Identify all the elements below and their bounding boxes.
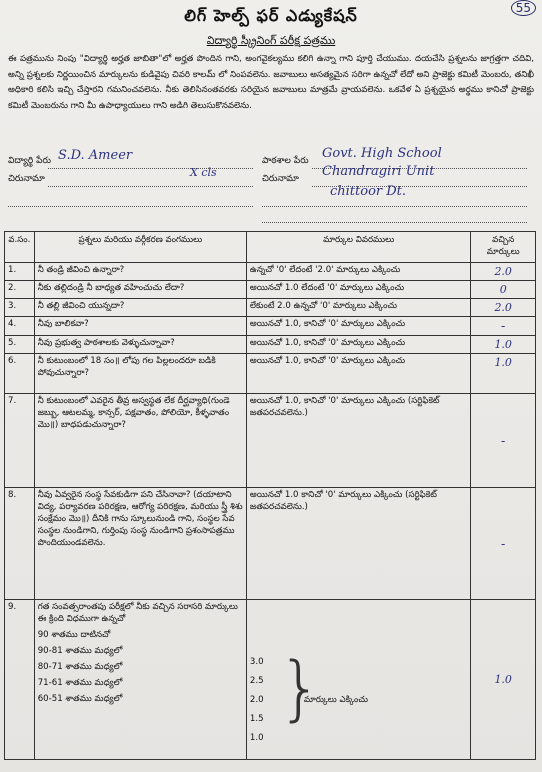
row-score: - [501,536,506,551]
school-value: Govt. High School [322,146,442,161]
row-marks-rule: అయినచో 1.0 లేదంటే '0' మార్కులు ఎక్కించు [246,281,470,299]
row-question: నీకు తల్లిదండ్రి నీ బాధ్యత వహించుచు లేదా? [34,281,246,299]
table-row [5,394,536,488]
student-name-value: S.D. Ameer [58,148,133,163]
header-serial: వ.సం. [5,232,35,263]
page-number: 55 [511,0,536,16]
address-value-2: chittoor Dt. [330,184,407,199]
class-label: చిరునామా [8,174,45,184]
grade-range-3: 80-71 శాతము మధ్యలో [37,662,123,672]
row-number: 3. [5,299,35,317]
grade-range-5: 60-51 శాతము మధ్యలో [37,694,123,704]
blank-line-right [262,206,527,207]
instructions-paragraph: ఈ పత్రమును నింపు "విద్యార్థి అర్హత జాబితా"లో అర్హత పొందిన గాని, అంగవైకల్యము కలిగి ఉన్నా గాని పూర్తి చేయుము. దయచేసి ప్రశ్నలను జాగ్రత్తగా చదివి, అన్ని ప్రశ్నలకు నిర్ణయించిన మార్కులను కుడివైపు చివరి కాలమ్ లో నింపవలెను. జవాబులు అసత్యమైన సరిగా ఉన్నచో లేదో అని ప్రాజెక్టు కమిటీ మెంబరు, తనిఖీ అధికారి కలిసి ఇచ్చి చేస్తారని గమనించవలెను. నీకు తెలిసినంతవరకు సరియైన జవాబులు మాత్రమే వ్రాయవలెను. ఒకవేళ ఏ ప్రశ్నయైన అర్థము కానిచో ప్రాజెక్టు కమిటీ మెంబరును గాని మీ ఉపాధ్యాయులు గాని అడిగి తెలుసుకొనవలెను. [8,54,534,111]
row-score: - [501,433,506,448]
grade-mark-3: 2.0 [249,695,264,705]
form-title: లిగ్ హెల్ప్ ఫర్ ఎడ్యుకేషన్ [184,6,358,25]
row-question: నీవు ఏవ్వరైన సంస్థ సేవకుడిగా పని చేసినావా? (దయాటాని విద్య, పర్యావరణ పరిరక్షణ, ఆరోగ్య పరిరక్షణ, మరియు స్త్రీ శిశు సంక్షేమం మొ॥) దీనికి గాను స్కూలునుండి గాని, సంస్థల సేవ సంస్థల నుండిగాని, గుర్తింపు సంస్థ నుండిగాని ప్రశంసాపత్రము పొందియుండవలెను. [34,488,246,600]
table-row [5,354,536,394]
row-question: నీవు బాలికవా? [34,317,246,336]
address-label: చిరునామా [262,174,299,184]
form-subtitle: విద్యార్థి స్క్రీనింగ్ పరీక్ష పత్రము [206,34,336,47]
row-question: గత సంవత్సరాంతపు పరీక్షలో నీకు వచ్చిన సరాసరి మార్కులు ఈ క్రింది విధముగా ఉన్నచో [37,602,238,624]
row-number: 4. [5,317,35,336]
header-marks-obtained: వచ్చిన మార్కులు [471,232,536,263]
row-marks-rule: అయినచో 1.0, కానిచో '0' మార్కులు ఎక్కించు [246,317,470,336]
row-number: 1. [5,263,35,281]
table-row [5,600,536,760]
table-row [5,299,536,317]
student-name-label: విద్యార్థి పేరు [8,156,51,166]
table-row [5,336,536,354]
row-marks-rule: అయినచో 1.0, కానిచో '0' మార్కులు ఎక్కించు (సర్టిఫికెట్ జతపరచవలెను.) [246,394,470,488]
address-value: Chandragiri Unit [322,164,435,179]
grade-range-2: 90-81 శాతము మధ్యలో [37,646,123,656]
row-question: నీవు ప్రభుత్వ పాఠశాలకు వెళ్ళుచున్నావా? [34,336,246,354]
row-question: నీ తల్లి జీవించి యున్నదా? [34,299,246,317]
row-number: 9. [5,600,35,760]
class-line [48,186,253,187]
grade-marks-group [249,647,467,757]
screening-table [4,231,536,760]
class-value: X cls [190,166,217,179]
row-number: 7. [5,394,35,488]
row-number: 8. [5,488,35,600]
row-score: 1.0 [494,338,512,351]
row-score: - [501,319,506,333]
row-score: 1.0 [494,356,512,369]
row-marks-rule: అయినచో 1.0, కానిచో '0' మార్కులు ఎక్కించు [246,354,470,394]
grade-marks-rule: మార్కులు ఎక్కించు [303,695,368,705]
school-label: పాఠశాల పేరు [262,156,309,166]
grade-mark-2: 2.5 [249,676,264,686]
grade-range-4: 71-61 శాతము మధ్యలో [37,678,123,688]
header-question: ప్రశ్నలు మరియు వర్గీకరణ వంగములు [34,232,246,263]
row-question: నీ తండ్రి జీవించి ఉన్నారా? [34,263,246,281]
row-number: 6. [5,354,35,394]
row-marks-rule: ఉన్నచో '0' లేదంటే '2.0' మార్కులు ఎక్కించు [246,263,470,281]
grade-mark-5: 1.0 [249,733,264,743]
row-score: 1.0 [494,673,512,686]
student-name-line [48,168,253,169]
row-question: నీ కుటుంబంలో ఎవరైన తీవ్ర అస్వస్థత లేక దీర్ఘవ్యాధి(గుండె జబ్బు, ఆటలమ్మ, కాన్సర్, పక్షవాతం, పోలియో, కీళ్ళవాతం మొ॥) బాధపడుచున్నారా? [34,394,246,488]
row-question: నీ కుటుంబంలో 18 సం॥ లోపు గల పిల్లలందరూ బడికి పోవుచున్నారా? [34,354,246,394]
row-marks-rule: అయినచో 1.0, కానిచో '0' మార్కులు ఎక్కించు [246,336,470,354]
table-row [5,317,536,336]
table-row [5,281,536,299]
blank-line-right-2 [262,222,527,223]
row-score: 2.0 [494,301,512,314]
brace-icon: } [277,647,323,729]
row-marks-rule: అయినచో 1.0 కానిచో '0' మార్కులు ఎక్కించు (సర్టిఫికెట్ జతపరచవలెను.) [246,488,470,600]
grade-mark-1: 3.0 [249,657,264,667]
row-number: 5. [5,336,35,354]
row-number: 2. [5,281,35,299]
blank-line-left [8,206,253,207]
header-marks-detail: మార్కుల వివరములు [246,232,470,263]
grade-mark-4: 1.5 [249,714,264,724]
table-row [5,263,536,281]
row-score: 0 [499,283,507,296]
row-score: 2.0 [494,265,512,278]
grade-range-1: 90 శాతము దాటినచో [37,630,111,640]
table-row [5,488,536,600]
table-header-row [5,232,536,263]
row-marks-rule: లేకుంటే 2.0 ఉన్నచో '0' మార్కులు ఎక్కించు [246,299,470,317]
